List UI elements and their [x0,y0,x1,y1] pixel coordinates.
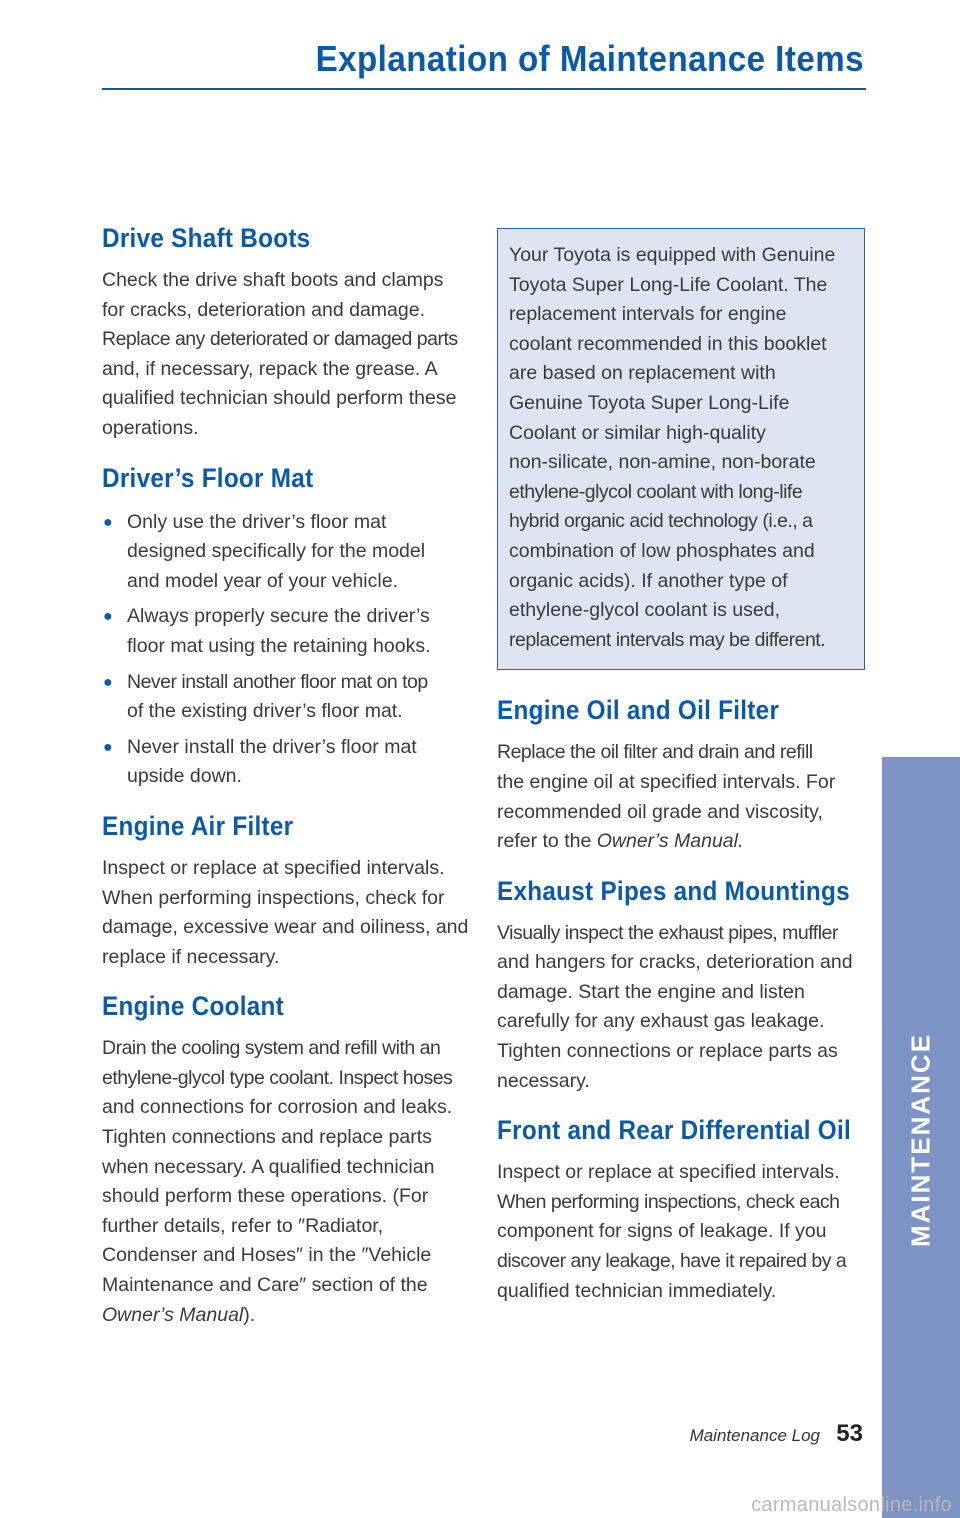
right-column [497,228,865,1322]
section-body: Check the drive shaft boots and clamps for cracks, deterioration and damage. Replace any deteriorated or damaged parts and, if necessary, repack the grease. A qualified technician should perform these operations. [102,269,458,439]
section-differential-oil [497,1112,865,1306]
bullet-icon: ● [103,513,113,531]
section-heading: Exhaust Pipes and Mountings [497,875,850,906]
section-body: Visually inspect the exhaust pipes, muffler and hangers for cracks, deterioration and damage. Start the engine and listen carefully for any exhaust gas leakage. Tighten connections or replace parts as necessary. [497,921,853,1092]
section-heading: Front and Rear Differential Oil [497,1115,852,1146]
bullet-list [102,508,470,792]
bullet-icon: ● [103,673,113,691]
title-rule [102,88,866,90]
section-body: Replace the oil filter and drain and refill the engine oil at specified intervals. For recommended oil grade and viscosity, refer to the Owner’s Manual. [497,741,836,853]
list-item: ● Never install another floor mat on top of the existing driver’s floor mat. [102,668,470,727]
section-heading: Driver’s Floor Mat [102,462,314,493]
section-drive-shaft-boots [102,220,470,444]
section-engine-oil-and-filter [497,692,865,856]
section-heading: Engine Air Filter [102,810,294,841]
section-engine-coolant [102,988,470,1330]
section-heading: Drive Shaft Boots [102,223,311,253]
note-body: Your Toyota is equipped with Genuine Toyota Super Long-Life Coolant. The replacement intervals for engine coolant recommended in this booklet are based on replacement with Genuine Toyota Super Long-Life Coolant or similar high-quality non-silicate, non-amine, non-borate ethylene-glycol coolant with long-life hybrid organic acid technology (i.e., a combination of low phosphates and organic acids). If another type of ethylene-glycol coolant is used, replacement intervals may be different. [509,244,836,651]
section-heading: Engine Oil and Oil Filter [497,695,780,726]
list-item: ● Never install the driver’s floor mat upside down. [102,733,470,792]
section-body: Drain the cooling system and refill with an ethylene-glycol type coolant. Inspect hoses and connections for corrosion and leaks. Tighten connections and replace parts when necessary. A qualified technician should perform these operations. (For further details, refer to ″Radiator, Condenser and Hoses″ in the ″Vehicle Maintenance and Care″ section of the Owner’s Manual). [102,1037,453,1326]
list-item: ● Always properly secure the driver’s floor mat using the retaining hooks. [102,602,470,661]
list-item: ● Only use the driver’s floor mat designed specifically for the model and model year of your vehicle. [102,508,470,597]
watermark: carmanualsonline.info [751,1494,952,1516]
section-body: Inspect or replace at specified intervals. When performing inspections, check for damage, excessive wear and oiliness, and replace if necessary. [102,856,469,968]
page-title: Explanation of Maintenance Items [315,38,864,79]
coolant-note-box [497,228,865,670]
bullet-icon: ● [103,608,113,626]
bullet-icon: ● [103,738,113,756]
left-column [102,220,470,1346]
section-engine-air-filter [102,808,470,972]
section-body: Inspect or replace at specified intervals. When performing inspections, check each component for signs of leakage. If you discover any leakage, have it repaired by a qualified technician immediately. [497,1161,847,1302]
side-tab-label: MAINTENANCE [905,1032,936,1248]
section-drivers-floor-mat [102,460,470,792]
section-exhaust-pipes [497,873,865,1097]
footer-label: Maintenance Log [689,1426,820,1445]
section-heading: Engine Coolant [102,991,284,1022]
page-number: 53 [836,1420,863,1447]
